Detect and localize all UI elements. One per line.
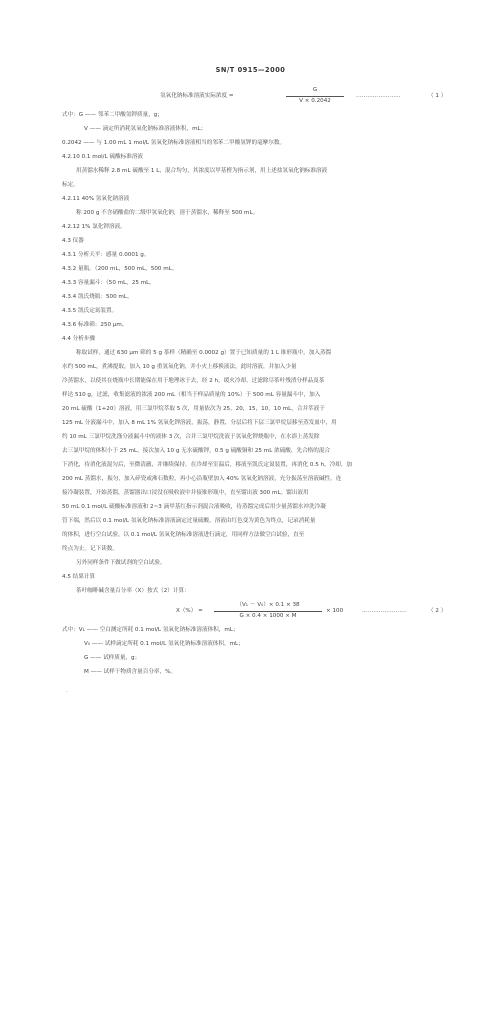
- body-line: 接冷凝装置，开始蒸馏，蒸馏器出口浸没在吸收液中并接锥形瓶中，直至馏出液 300 mL。馏出液用: [62, 490, 309, 496]
- formula-1-number: （ 1 ）: [428, 93, 447, 99]
- body-line: 下消化，待消化液混匀后，至微清澈，并继续保持。在冷却至室温后，移液至凯氏定氮装置，再消化 0.5 h，冷却，加: [62, 462, 353, 468]
- formula-2-leader-dots: ……………………: [362, 608, 407, 614]
- body-line: 125 mL 分液漏斗中，加入 8 mL 1% 氢氧化钾溶液，振荡，静置，分层后将下层三氯甲烷层移至蒸发皿中，用: [62, 420, 337, 426]
- list-item: 4.3.2 量瓶。（200 mL，500 mL，500 mL。: [62, 266, 178, 272]
- definition-line: G —— 试样质量，g；: [84, 655, 141, 661]
- formula-2-number: （ 2 ）: [428, 608, 447, 614]
- list-item: 4.3.3 容量漏斗：（50 mL，25 mL。: [62, 280, 155, 286]
- list-item: 4.3.5 凯氏定氮装置。: [62, 308, 118, 314]
- body-line: 约 10 mL 三氯甲烷洗涤分液漏斗中的液体 3 次，合并三氯甲烷洗液于氢氧化钾烧瓶中，在水浴上蒸发除: [62, 434, 320, 440]
- body-line: 标定。: [62, 182, 79, 188]
- body-line: 200 mL 蒸馏水，振匀，加入碎瓷或沸石数粒，再小心沿瓶壁加入 40% 氢氧化钠溶液，充分振荡至溶液碱性，连: [62, 476, 342, 482]
- body-line: 终点为止。记下读数。: [62, 546, 118, 552]
- formula-2-label: X（%） =: [176, 608, 203, 614]
- list-item: 4.3.6 标准筛：250 μm。: [62, 322, 128, 328]
- formula-1-fraction-bar: [286, 96, 344, 97]
- list-item: 4.3.1 分析天平：感量 0.0001 g。: [62, 252, 150, 258]
- section-heading-4-3: 4.3 仪器: [62, 238, 84, 244]
- section-heading-4-4: 4.4 分析步骤: [62, 336, 96, 342]
- section-heading-4-2-12: 4.2.12 1% 氯化钾溶液。: [62, 224, 126, 230]
- formula-2-fraction-bar: [214, 611, 322, 612]
- definition-line: M —— 试样干物质含量百分率，%。: [84, 669, 177, 675]
- body-line: V —— 滴定所消耗氢氧化钠标准溶液体积，mL；: [84, 126, 207, 132]
- section-heading-4-2-10: 4.2.10 0.1 mol/L 硫酸标准溶液: [62, 154, 144, 160]
- body-line: 管下端，然后以 0.1 mol/L 氢氧化钠标准溶液滴定过量硫酸，溶液由红色变为黄色为终点，记录消耗量: [62, 518, 316, 524]
- body-line: 去三氯甲烷的体积小于 25 mL。接次加入 10 g 无水硫酸钾，0.5 g 硫酸铜和 25 mL 浓硫酸，先合格的混合: [62, 448, 331, 454]
- body-line: 茶叶咖啡碱含量百分率（X）按式（2）计算：: [76, 588, 190, 594]
- formula-1-numerator: G: [312, 87, 318, 93]
- body-line: 称 200 g 不含硝酸盐的二级甲氢氧化钠，溶于蒸馏水，稀释至 500 mL。: [76, 210, 259, 216]
- page-header-code: SN/T 0915—2000: [215, 66, 286, 74]
- body-line: 20 mL 硫酸（1+20）溶液，用三氯甲烷萃取 5 次，用量依次为 25，20，15，10，10 mL，合并萃液于: [62, 406, 325, 412]
- margin-mark: ·: [66, 689, 68, 696]
- body-line: 的体积，进行空白试验，以 0.1 mol/L 氢氧化钠标准溶液进行滴定，用同样方法做空白试验，直至: [62, 532, 305, 538]
- body-line: 冷蒸馏水，以使其在烧瓶中长期能保在用于地理冰于去，经 2 h，缓火冷却，过滤除尽茶叶残渣分样品及茶: [62, 378, 325, 384]
- formula-1-label: 氢氧化钠标准溶液实际浓度 =: [160, 93, 234, 99]
- section-heading-4-5: 4.5 结果计算: [62, 574, 96, 580]
- formula-2-tail: × 100: [326, 608, 344, 614]
- formula-1-leader-dots: ……………………: [356, 93, 401, 99]
- body-line: 式中：G —— 邻苯二甲酸氢钾质量，g；: [62, 112, 163, 118]
- body-line: 样达 510 g，过滤，收集滤液的浓液 200 mL（相当于样品质量的 10%）于 500 mL 容量漏斗中，加入: [62, 392, 321, 398]
- formula-1-denominator: V × 0.2042: [299, 98, 331, 104]
- list-item: 4.3.4 凯氏烧瓶：500 mL。: [62, 294, 133, 300]
- body-line: 水约 500 mL，煮沸提取，加入 10 g 重氢氧化钠，并小火上移换液法，此时溶液，并加入少量: [62, 364, 297, 370]
- body-line: 50 mL 0.1 mol/L 硫酸标准溶液和 2~3 滴甲基红指示剂混合液吸收，待蒸馏完成后用少量蒸馏水冲洗冷凝: [62, 504, 326, 510]
- body-line: 另外同样条件下做试剂的空白试验。: [76, 560, 166, 566]
- body-line: 0.2042 —— 与 1.00 mL 1 mol/L 氢氧化钠标准溶液相当的邻苯二甲酸氢钾的毫摩尔数。: [62, 140, 286, 146]
- formula-2-denominator: G × 0.4 × 1000 × M: [239, 613, 297, 619]
- body-line: 称取试样，通过 630 μm 筛的 5 g 茶样（精确至 0.0002 g）置于已知质量的 1 L 锥形瓶中，加入蒸馏: [76, 350, 332, 356]
- section-heading-4-2-11: 4.2.11 40% 氢氧化钠溶液: [62, 196, 130, 202]
- formula-2-numerator: （V₁ － V₀）× 0.1 × 38: [236, 602, 300, 608]
- definition-line: V₀ —— 试样滴定所耗 0.1 mol/L 氢氧化钠标准溶液体积，mL；: [84, 641, 244, 647]
- definition-line: 式中：V₁ —— 空白测定所耗 0.1 mol/L 氢氧化钠标准溶液体积，mL；: [62, 627, 239, 633]
- body-line: 用蒸馏水稀释 2.8 mL 硫酸至 1 L，混合均匀，其浓度以甲基橙为指示剂，用上述盐氢氧化钠标准溶液: [76, 168, 328, 174]
